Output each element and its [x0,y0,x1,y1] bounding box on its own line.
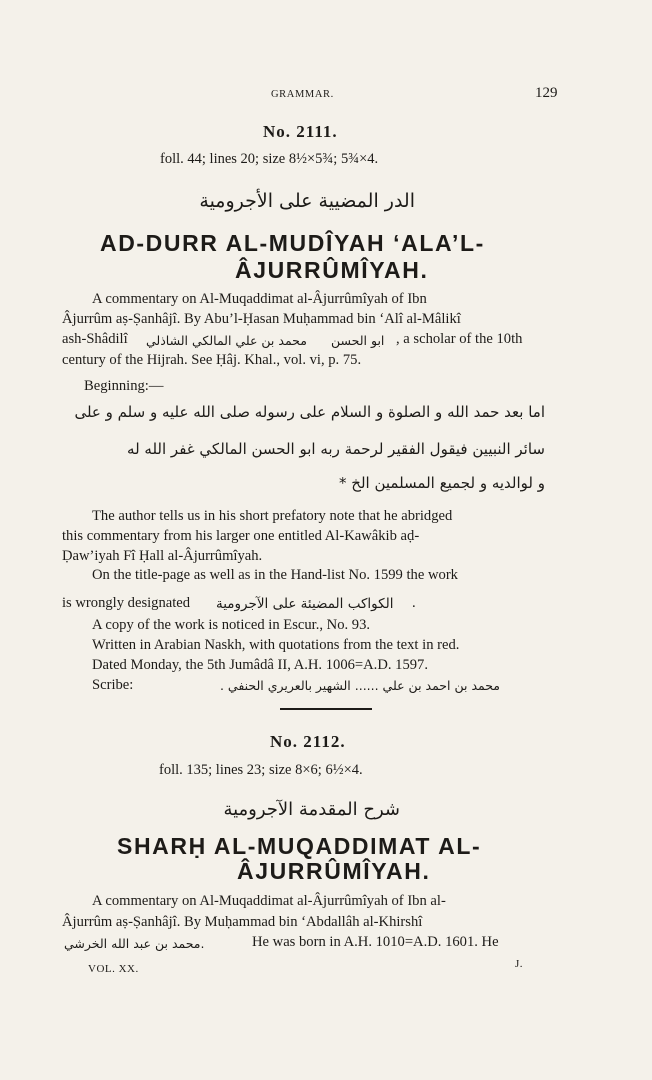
description-line: ash-Shâdilî [62,331,128,347]
entry-number: No. 2112. [270,732,346,751]
description-line: A commentary on Al-Muqaddimat al-Âjurrûmîyah of Ibn [92,291,427,307]
punctuation: . [412,595,416,611]
arabic-beginning-line: اما بعد حمد الله و الصلوة و السلام على رسوله صلى الله عليه و سلم و على [74,403,545,421]
arabic-beginning-line: و لوالديه و لجميع المسلمين الخ * [339,474,545,492]
description-line: century of the Hijrah. See Ḥâj. Khal., vol. vi, p. 75. [62,352,362,368]
arabic-kunya: ابو الحسن [331,333,385,348]
running-head: GRAMMAR. [271,89,334,100]
arabic-author-name: محمد بن عبد الله الخرشي. [64,936,205,951]
entry-divider [280,708,372,710]
volume-mark: VOL. XX. [88,963,139,975]
entry-details: foll. 44; lines 20; size 8½×5¾; 5¾×4. [160,151,379,167]
dated-note: Dated Monday, the 5th Jumâdâ II, A.H. 1006=A.D. 1597. [92,657,428,673]
description-line: He was born in A.H. 1010=A.D. 1601. He [252,934,499,950]
arabic-title: الدر المضيية على الأجرومية [199,190,415,212]
description-line: , a scholar of the 10th [396,331,523,347]
entry-details: foll. 135; lines 23; size 8×6; 6½×4. [159,762,363,778]
paragraph-line: The author tells us in his short prefatory note that he abridged [92,508,453,524]
paragraph-line: is wrongly designated [62,595,191,611]
description-line: A commentary on Al-Muqaddimat al-Âjurrûmîyah of Ibn al- [92,893,446,909]
arabic-title-reference: الكواكب المضيئة على الآجرومية [216,596,394,612]
scribe-arabic: محمد بن احمد بن علي ...... الشهير بالعريري الحنفي . [219,678,500,693]
description-line: Âjurrûm aṣ-Ṣanhâjî. By Muḥammad bin ‘Abdallâh al-Khirshî [62,914,423,930]
entry-number: No. 2111. [263,122,338,141]
paragraph-line: On the title-page as well as in the Hand-list No. 1599 the work [92,567,458,583]
paragraph-line: Ḍaw’iyah Fî Ḥall al-Âjurrûmîyah. [62,548,263,564]
paragraph-line: this commentary from his larger one entitled Al-Kawâkib aḍ- [62,528,420,544]
entry-title-line-2: ÂJURRÛMÎYAH. [237,858,431,884]
arabic-author-name: محمد بن علي المالكي الشاذلي [146,333,307,348]
scribe-label: Scribe: [92,677,134,693]
arabic-beginning-line: سائر النبيين فيقول الفقير لرحمة ربه ابو الحسن المالكي غفر الله له [127,440,545,458]
written-note: Written in Arabian Naskh, with quotations from the text in red. [92,637,460,653]
entry-title-line-1: SHARḤ AL-MUQADDIMAT AL- [117,833,482,859]
signature-mark: J. [515,958,524,970]
description-line: Âjurrûm aṣ-Ṣanhâjî. By Abu’l-Ḥasan Muḥammad bin ‘Alî al-Mâlikî [62,311,461,327]
entry-title-line-2: ÂJURRÛMÎYAH. [235,257,429,283]
arabic-title: شرح المقدمة الآجرومية [223,799,400,820]
copy-note: A copy of the work is noticed in Escur., No. 93. [92,617,371,633]
page-number: 129 [535,85,558,101]
beginning-label: Beginning:— [84,378,164,394]
entry-title-line-1: AD-DURR AL-MUDÎYAH ‘ALA’L- [100,230,485,256]
